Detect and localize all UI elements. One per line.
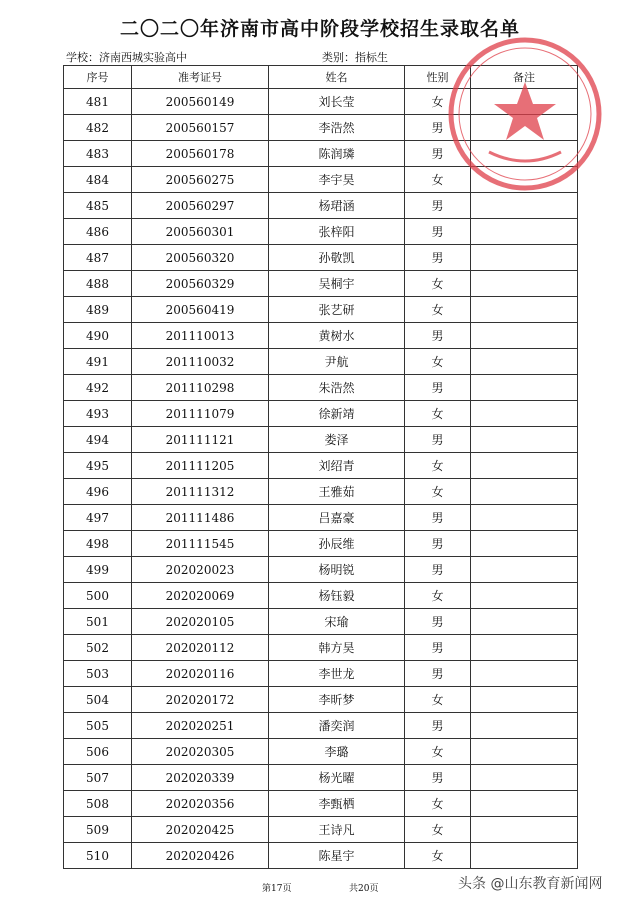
cell-no: 510 bbox=[64, 843, 132, 869]
cell-exam-id: 200560275 bbox=[132, 167, 269, 193]
cell-gender: 女 bbox=[405, 453, 471, 479]
cell-note bbox=[471, 349, 578, 375]
cell-gender: 男 bbox=[405, 765, 471, 791]
cell-gender: 男 bbox=[405, 505, 471, 531]
cell-note bbox=[471, 531, 578, 557]
cell-gender: 男 bbox=[405, 661, 471, 687]
cell-note bbox=[471, 453, 578, 479]
cell-name: 王雅茹 bbox=[269, 479, 405, 505]
cell-no: 494 bbox=[64, 427, 132, 453]
star-icon bbox=[494, 82, 556, 140]
cell-name: 李世龙 bbox=[269, 661, 405, 687]
cell-exam-id: 201111545 bbox=[132, 531, 269, 557]
cell-exam-id: 202020339 bbox=[132, 765, 269, 791]
cell-no: 500 bbox=[64, 583, 132, 609]
cell-name: 陈润璘 bbox=[269, 141, 405, 167]
cell-no: 497 bbox=[64, 505, 132, 531]
cell-no: 491 bbox=[64, 349, 132, 375]
table-row bbox=[64, 453, 578, 479]
cell-gender: 男 bbox=[405, 219, 471, 245]
cell-name: 陈星宇 bbox=[269, 843, 405, 869]
cell-exam-id: 201110032 bbox=[132, 349, 269, 375]
cell-name: 韩方昊 bbox=[269, 635, 405, 661]
cell-name: 杨钰毅 bbox=[269, 583, 405, 609]
table-row bbox=[64, 557, 578, 583]
cell-gender: 男 bbox=[405, 713, 471, 739]
table-row bbox=[64, 739, 578, 765]
cell-gender: 女 bbox=[405, 739, 471, 765]
table-row bbox=[64, 765, 578, 791]
cell-name: 黄树水 bbox=[269, 323, 405, 349]
cell-exam-id: 201110298 bbox=[132, 375, 269, 401]
cell-note bbox=[471, 583, 578, 609]
cell-gender: 男 bbox=[405, 141, 471, 167]
cell-name: 孙敬凯 bbox=[269, 245, 405, 271]
cell-name: 杨明锐 bbox=[269, 557, 405, 583]
table-row bbox=[64, 791, 578, 817]
cell-gender: 女 bbox=[405, 349, 471, 375]
cell-exam-id: 202020425 bbox=[132, 817, 269, 843]
cell-note bbox=[471, 609, 578, 635]
cell-exam-id: 201111205 bbox=[132, 453, 269, 479]
table-row bbox=[64, 505, 578, 531]
cell-no: 483 bbox=[64, 141, 132, 167]
cell-note bbox=[471, 219, 578, 245]
cell-no: 507 bbox=[64, 765, 132, 791]
cell-gender: 男 bbox=[405, 323, 471, 349]
table-row bbox=[64, 661, 578, 687]
header-gender: 性别 bbox=[405, 66, 471, 89]
cell-no: 509 bbox=[64, 817, 132, 843]
cell-exam-id: 201111312 bbox=[132, 479, 269, 505]
cell-note bbox=[471, 739, 578, 765]
page-number: 第17页 bbox=[262, 884, 292, 894]
cell-gender: 女 bbox=[405, 843, 471, 869]
cell-no: 492 bbox=[64, 375, 132, 401]
cell-no: 490 bbox=[64, 323, 132, 349]
cell-note bbox=[471, 479, 578, 505]
cell-name: 徐新靖 bbox=[269, 401, 405, 427]
cell-gender: 女 bbox=[405, 271, 471, 297]
cell-name: 潘奕润 bbox=[269, 713, 405, 739]
cell-note bbox=[471, 557, 578, 583]
cell-gender: 女 bbox=[405, 583, 471, 609]
cell-exam-id: 202020069 bbox=[132, 583, 269, 609]
table-row bbox=[64, 817, 578, 843]
cell-gender: 男 bbox=[405, 635, 471, 661]
cell-note bbox=[471, 375, 578, 401]
cell-name: 李宇昊 bbox=[269, 167, 405, 193]
cell-note bbox=[471, 323, 578, 349]
cell-name: 李昕梦 bbox=[269, 687, 405, 713]
cell-name: 娄泽 bbox=[269, 427, 405, 453]
cell-no: 493 bbox=[64, 401, 132, 427]
school-label: 学校：济南西城实验高中 bbox=[66, 51, 187, 64]
cell-exam-id: 200560329 bbox=[132, 271, 269, 297]
cell-name: 尹航 bbox=[269, 349, 405, 375]
cell-note bbox=[471, 401, 578, 427]
cell-no: 487 bbox=[64, 245, 132, 271]
table-row bbox=[64, 375, 578, 401]
cell-no: 496 bbox=[64, 479, 132, 505]
cell-note bbox=[471, 765, 578, 791]
cell-gender: 男 bbox=[405, 193, 471, 219]
cell-no: 499 bbox=[64, 557, 132, 583]
cell-no: 508 bbox=[64, 791, 132, 817]
cell-note bbox=[471, 427, 578, 453]
cell-name: 刘绍青 bbox=[269, 453, 405, 479]
cell-name: 朱浩然 bbox=[269, 375, 405, 401]
cell-exam-id: 201111121 bbox=[132, 427, 269, 453]
cell-exam-id: 202020251 bbox=[132, 713, 269, 739]
table-row bbox=[64, 583, 578, 609]
cell-gender: 男 bbox=[405, 609, 471, 635]
cell-exam-id: 200560297 bbox=[132, 193, 269, 219]
cell-note bbox=[471, 817, 578, 843]
cell-name: 王诗凡 bbox=[269, 817, 405, 843]
cell-gender: 男 bbox=[405, 531, 471, 557]
cell-gender: 女 bbox=[405, 791, 471, 817]
cell-no: 498 bbox=[64, 531, 132, 557]
header-no: 序号 bbox=[64, 66, 132, 89]
cell-gender: 女 bbox=[405, 479, 471, 505]
cell-exam-id: 202020305 bbox=[132, 739, 269, 765]
cell-note bbox=[471, 791, 578, 817]
table-row bbox=[64, 323, 578, 349]
cell-no: 481 bbox=[64, 89, 132, 115]
table-row bbox=[64, 193, 578, 219]
cell-no: 505 bbox=[64, 713, 132, 739]
watermark: 头条 @山东教育新闻网 bbox=[458, 876, 603, 892]
cell-gender: 男 bbox=[405, 557, 471, 583]
cell-exam-id: 200560320 bbox=[132, 245, 269, 271]
cell-no: 488 bbox=[64, 271, 132, 297]
table-row bbox=[64, 219, 578, 245]
cell-name: 李浩然 bbox=[269, 115, 405, 141]
cell-exam-id: 200560178 bbox=[132, 141, 269, 167]
header-name: 姓名 bbox=[269, 66, 405, 89]
cell-exam-id: 202020023 bbox=[132, 557, 269, 583]
cell-no: 486 bbox=[64, 219, 132, 245]
table-row bbox=[64, 843, 578, 869]
official-seal bbox=[445, 34, 605, 194]
cell-note bbox=[471, 505, 578, 531]
cell-name: 宋瑜 bbox=[269, 609, 405, 635]
cell-no: 502 bbox=[64, 635, 132, 661]
cell-gender: 女 bbox=[405, 687, 471, 713]
table-row bbox=[64, 427, 578, 453]
cell-exam-id: 202020116 bbox=[132, 661, 269, 687]
cell-exam-id: 202020105 bbox=[132, 609, 269, 635]
cell-gender: 女 bbox=[405, 167, 471, 193]
table-row bbox=[64, 271, 578, 297]
cell-note bbox=[471, 297, 578, 323]
cell-no: 506 bbox=[64, 739, 132, 765]
cell-gender: 女 bbox=[405, 401, 471, 427]
cell-name: 孙辰维 bbox=[269, 531, 405, 557]
header-note: 备注 bbox=[471, 66, 578, 89]
cell-name: 张梓阳 bbox=[269, 219, 405, 245]
table-row bbox=[64, 635, 578, 661]
cell-no: 484 bbox=[64, 167, 132, 193]
cell-name: 吕嘉豪 bbox=[269, 505, 405, 531]
cell-exam-id: 202020356 bbox=[132, 791, 269, 817]
cell-no: 501 bbox=[64, 609, 132, 635]
cell-no: 504 bbox=[64, 687, 132, 713]
cell-name: 刘长莹 bbox=[269, 89, 405, 115]
cell-no: 485 bbox=[64, 193, 132, 219]
table-row bbox=[64, 297, 578, 323]
cell-note bbox=[471, 193, 578, 219]
cell-exam-id: 200560149 bbox=[132, 89, 269, 115]
table-row bbox=[64, 687, 578, 713]
cell-exam-id: 202020172 bbox=[132, 687, 269, 713]
cell-exam-id: 200560419 bbox=[132, 297, 269, 323]
cell-gender: 男 bbox=[405, 245, 471, 271]
table-row bbox=[64, 531, 578, 557]
cell-note bbox=[471, 843, 578, 869]
cell-no: 489 bbox=[64, 297, 132, 323]
table-row bbox=[64, 245, 578, 271]
cell-name: 吴桐宇 bbox=[269, 271, 405, 297]
cell-note bbox=[471, 271, 578, 297]
cell-name: 李甄栖 bbox=[269, 791, 405, 817]
cell-name: 张艺研 bbox=[269, 297, 405, 323]
cell-gender: 男 bbox=[405, 375, 471, 401]
cell-exam-id: 200560301 bbox=[132, 219, 269, 245]
cell-name: 杨光曜 bbox=[269, 765, 405, 791]
cell-exam-id: 202020112 bbox=[132, 635, 269, 661]
category-label: 类别：指标生 bbox=[322, 51, 388, 64]
table-row bbox=[64, 349, 578, 375]
cell-exam-id: 201110013 bbox=[132, 323, 269, 349]
table-row bbox=[64, 401, 578, 427]
cell-no: 482 bbox=[64, 115, 132, 141]
page-title: 二〇二〇年济南市高中阶段学校招生录取名单 bbox=[119, 18, 520, 40]
table-row bbox=[64, 479, 578, 505]
cell-gender: 女 bbox=[405, 89, 471, 115]
cell-gender: 女 bbox=[405, 297, 471, 323]
table-row bbox=[64, 713, 578, 739]
cell-note bbox=[471, 687, 578, 713]
header-exam-id: 准考证号 bbox=[132, 66, 269, 89]
cell-gender: 男 bbox=[405, 427, 471, 453]
cell-exam-id: 201111486 bbox=[132, 505, 269, 531]
cell-name: 李璐 bbox=[269, 739, 405, 765]
cell-name: 杨珺涵 bbox=[269, 193, 405, 219]
cell-exam-id: 200560157 bbox=[132, 115, 269, 141]
cell-note bbox=[471, 713, 578, 739]
table-row bbox=[64, 609, 578, 635]
cell-gender: 女 bbox=[405, 817, 471, 843]
cell-no: 495 bbox=[64, 453, 132, 479]
cell-no: 503 bbox=[64, 661, 132, 687]
cell-exam-id: 202020426 bbox=[132, 843, 269, 869]
page-total: 共20页 bbox=[349, 884, 379, 894]
cell-exam-id: 201111079 bbox=[132, 401, 269, 427]
cell-note bbox=[471, 245, 578, 271]
cell-note bbox=[471, 661, 578, 687]
cell-gender: 男 bbox=[405, 115, 471, 141]
cell-note bbox=[471, 635, 578, 661]
